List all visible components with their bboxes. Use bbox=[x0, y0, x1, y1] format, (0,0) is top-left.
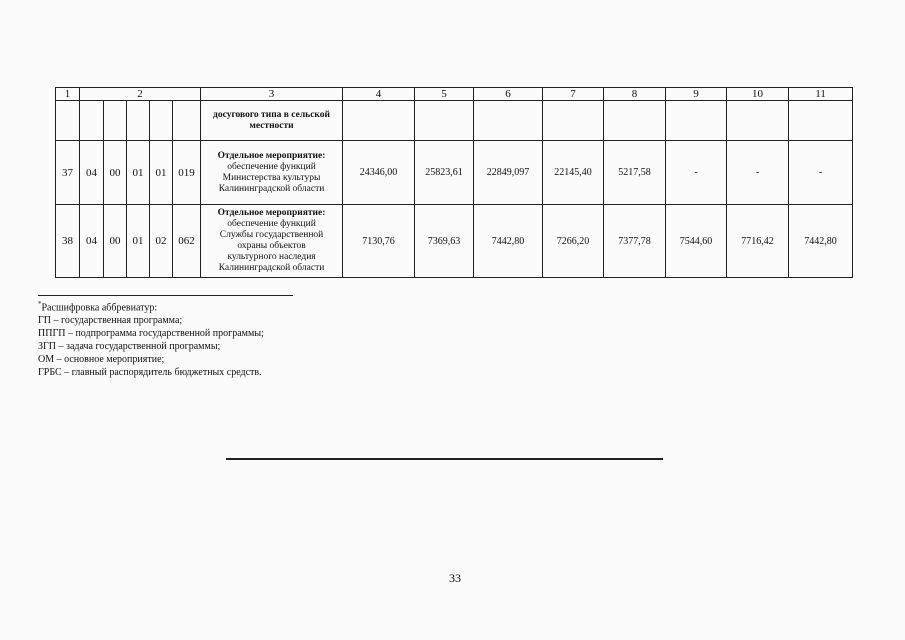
code-cell: 062 bbox=[173, 205, 201, 278]
row-number-cell: 37 bbox=[56, 141, 80, 205]
page-number: 33 bbox=[449, 571, 461, 585]
table-cell bbox=[727, 101, 789, 141]
code-cell: 00 bbox=[104, 205, 127, 278]
table-cell bbox=[150, 101, 173, 141]
description-title: Отдельное мероприятие: bbox=[217, 208, 326, 218]
value-cell: 7377,78 bbox=[604, 205, 666, 278]
table-cell bbox=[343, 101, 415, 141]
table-cell bbox=[80, 101, 104, 141]
code-cell: 01 bbox=[150, 141, 173, 205]
description-cell bbox=[201, 141, 343, 205]
footnote-title bbox=[38, 298, 264, 314]
table-cell bbox=[173, 101, 201, 141]
header-cell: 6 bbox=[474, 88, 543, 101]
table-header-row bbox=[56, 88, 853, 101]
code-cell: 01 bbox=[127, 141, 150, 205]
value-cell: 7266,20 bbox=[543, 205, 604, 278]
value-cell: 7130,76 bbox=[343, 205, 415, 278]
table-row bbox=[56, 141, 853, 205]
description-line: Министерства культуры bbox=[222, 172, 321, 183]
value-cell: - bbox=[727, 141, 789, 205]
code-cell: 019 bbox=[173, 141, 201, 205]
header-cell: 9 bbox=[666, 88, 727, 101]
table-row-continuation bbox=[56, 101, 853, 141]
value-cell: 7544,60 bbox=[666, 205, 727, 278]
footnote-item: ГРБС – главный распорядитель бюджетных средств. bbox=[38, 367, 262, 379]
description-line: культурного наследия bbox=[227, 252, 316, 262]
value-cell: 22849,097 bbox=[474, 141, 543, 205]
header-cell: 7 bbox=[543, 88, 604, 101]
value-cell: 7369,63 bbox=[415, 205, 474, 278]
value-cell: 22145,40 bbox=[543, 141, 604, 205]
footnote-item: ОМ – основное мероприятие; bbox=[38, 354, 165, 366]
value-cell: - bbox=[789, 141, 853, 205]
description-line: обеспечение функций bbox=[227, 161, 316, 172]
header-cell: 8 bbox=[604, 88, 666, 101]
end-divider bbox=[226, 458, 663, 460]
table-cell bbox=[666, 101, 727, 141]
footnote-item: ППГП – подпрограмма государственной программы; bbox=[38, 328, 264, 340]
header-cell: 1 bbox=[56, 88, 80, 101]
description-title: Отдельное мероприятие: bbox=[217, 150, 326, 161]
footnotes bbox=[38, 298, 264, 379]
footnote-item: ГП – государственная программа; bbox=[38, 315, 183, 327]
table-cell bbox=[604, 101, 666, 141]
description-line: Калининградской области bbox=[218, 183, 325, 194]
footnote-divider bbox=[38, 295, 293, 296]
code-cell: 04 bbox=[80, 205, 104, 278]
value-cell: 5217,58 bbox=[604, 141, 666, 205]
table-cell bbox=[104, 101, 127, 141]
description-cell bbox=[201, 205, 343, 278]
header-cell: 2 bbox=[80, 88, 201, 101]
header-cell: 11 bbox=[789, 88, 853, 101]
table-cell bbox=[415, 101, 474, 141]
value-cell: - bbox=[666, 141, 727, 205]
code-cell: 00 bbox=[104, 141, 127, 205]
value-cell: 7716,42 bbox=[727, 205, 789, 278]
header-cell: 3 bbox=[201, 88, 343, 101]
row-number-cell: 38 bbox=[56, 205, 80, 278]
header-cell: 10 bbox=[727, 88, 789, 101]
description-line: охраны объектов bbox=[237, 241, 306, 251]
table-cell bbox=[127, 101, 150, 141]
code-cell: 04 bbox=[80, 141, 104, 205]
value-cell: 25823,61 bbox=[415, 141, 474, 205]
value-cell: 7442,80 bbox=[474, 205, 543, 278]
budget-table bbox=[55, 87, 853, 278]
value-cell: 7442,80 bbox=[789, 205, 853, 278]
description-line: Службы государственной bbox=[219, 230, 324, 240]
table-cell bbox=[789, 101, 853, 141]
description-cell bbox=[201, 101, 343, 141]
table-cell bbox=[474, 101, 543, 141]
footnote-item: ЗГП – задача государственной программы; bbox=[38, 341, 221, 353]
table-cell bbox=[56, 101, 80, 141]
table-row bbox=[56, 205, 853, 278]
code-cell: 01 bbox=[127, 205, 150, 278]
table-cell bbox=[543, 101, 604, 141]
continuation-text: досугового типа в сельской местности bbox=[213, 109, 330, 131]
description-line: Калининградской области bbox=[218, 263, 325, 273]
value-cell: 24346,00 bbox=[343, 141, 415, 205]
footnote-marker: * bbox=[38, 300, 42, 308]
footnote-title-text: Расшифровка аббревиатур: bbox=[41, 302, 158, 314]
description-line: обеспечение функций bbox=[227, 219, 316, 229]
code-cell: 02 bbox=[150, 205, 173, 278]
header-cell: 4 bbox=[343, 88, 415, 101]
header-cell: 5 bbox=[415, 88, 474, 101]
